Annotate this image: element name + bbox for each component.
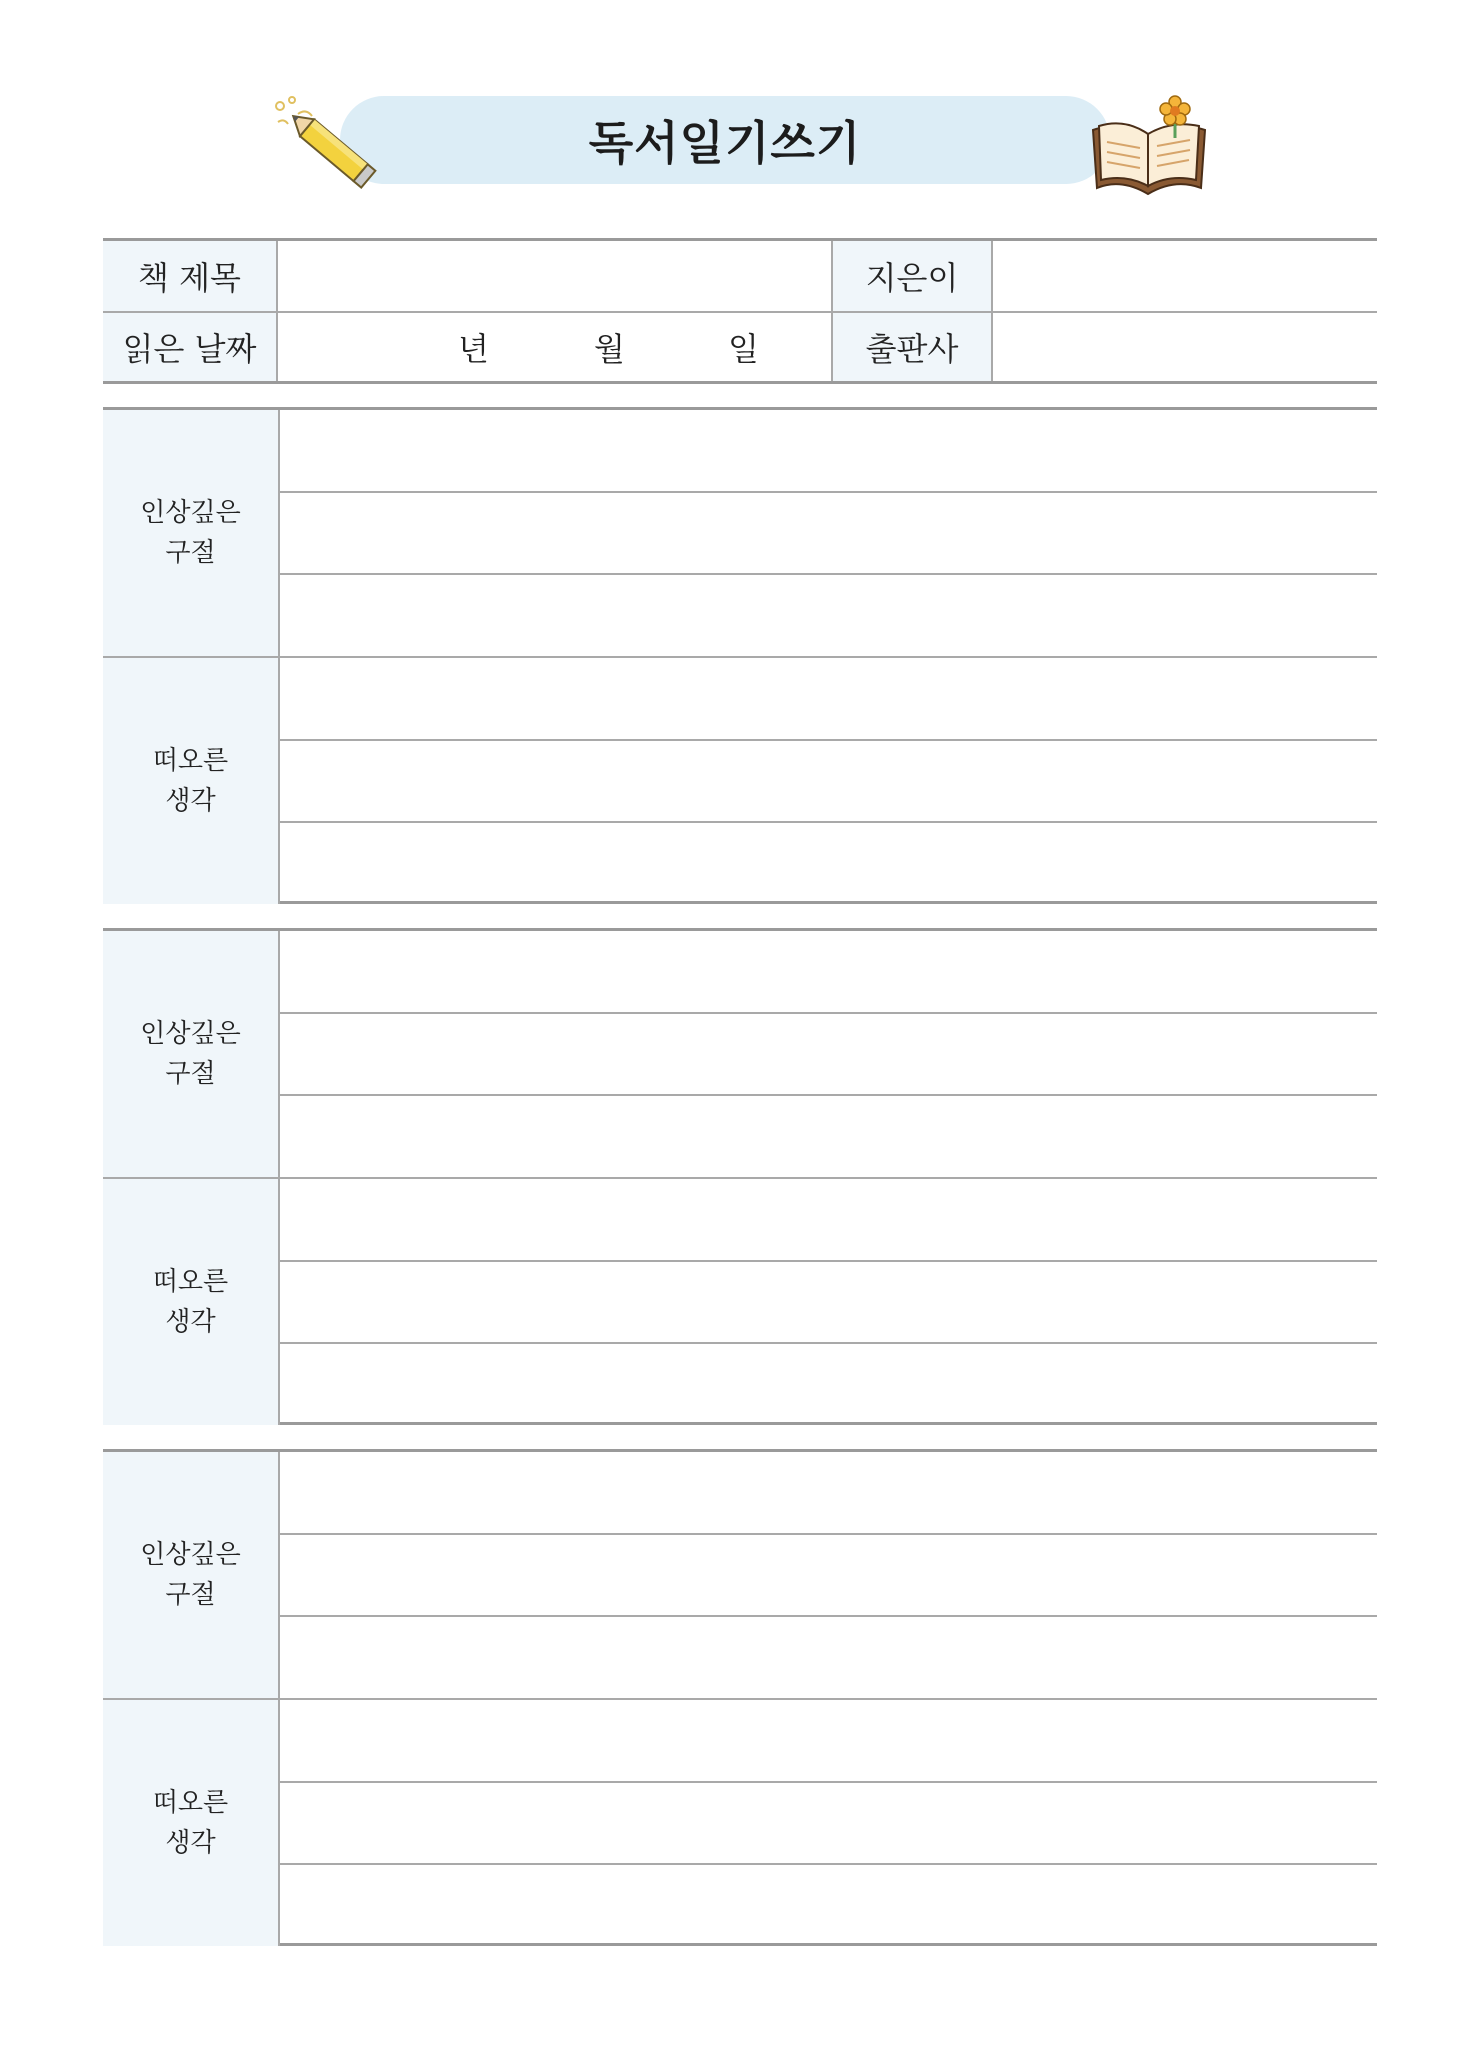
quote-block <box>103 1452 1377 1698</box>
quote-lines <box>280 931 1377 1177</box>
quote-block <box>103 410 1377 656</box>
journal-section <box>103 928 1377 1425</box>
book-info-table <box>103 238 1377 384</box>
journal-section <box>103 407 1377 904</box>
writing-line[interactable] <box>280 1615 1377 1698</box>
thought-block <box>103 1177 1377 1425</box>
thought-label-line2: 생각 <box>165 786 216 816</box>
quote-label-line1: 인상깊은 <box>140 498 241 528</box>
writing-line[interactable] <box>280 1452 1377 1533</box>
writing-line[interactable] <box>280 491 1377 574</box>
quote-label-line1: 인상깊은 <box>140 1540 241 1570</box>
thought-label <box>103 1700 280 1946</box>
writing-line[interactable] <box>280 739 1377 822</box>
writing-line[interactable] <box>280 1094 1377 1177</box>
writing-line[interactable] <box>280 1863 1377 1946</box>
writing-line[interactable] <box>280 1533 1377 1616</box>
book-title-label: 책 제목 <box>103 241 278 311</box>
thought-label-line2: 생각 <box>165 1828 216 1858</box>
book-info-row-date <box>103 311 1377 381</box>
publisher-label: 출판사 <box>833 313 993 381</box>
thought-label <box>103 658 280 904</box>
open-book-icon <box>1085 90 1215 200</box>
writing-line[interactable] <box>280 821 1377 904</box>
quote-label <box>103 931 280 1177</box>
writing-line[interactable] <box>280 931 1377 1012</box>
quote-label-line2: 구절 <box>165 1580 216 1610</box>
thought-lines <box>280 1700 1377 1946</box>
month-label: 월 <box>594 330 625 368</box>
thought-label <box>103 1179 280 1425</box>
author-field[interactable] <box>993 241 1377 311</box>
thought-label-line1: 떠오른 <box>152 1788 229 1818</box>
writing-line[interactable] <box>280 1012 1377 1095</box>
writing-line[interactable] <box>280 1700 1377 1781</box>
writing-line[interactable] <box>280 410 1377 491</box>
quote-label-line2: 구절 <box>165 538 216 568</box>
thought-label-line1: 떠오른 <box>152 746 229 776</box>
writing-line[interactable] <box>280 1260 1377 1343</box>
quote-block <box>103 931 1377 1177</box>
quote-lines <box>280 1452 1377 1698</box>
quote-label <box>103 410 280 656</box>
thought-block <box>103 656 1377 904</box>
day-label: 일 <box>728 330 759 368</box>
writing-line[interactable] <box>280 573 1377 656</box>
pencil-icon <box>270 92 390 197</box>
quote-lines <box>280 410 1377 656</box>
writing-line[interactable] <box>280 1781 1377 1864</box>
writing-line[interactable] <box>280 1179 1377 1260</box>
thought-label-line1: 떠오른 <box>152 1267 229 1297</box>
year-label: 년 <box>458 330 489 368</box>
book-info-row-title <box>103 241 1377 311</box>
quote-label <box>103 1452 280 1698</box>
book-title-field[interactable] <box>278 241 833 311</box>
thought-block <box>103 1698 1377 1946</box>
writing-line[interactable] <box>280 658 1377 739</box>
quote-label-line2: 구절 <box>165 1059 216 1089</box>
thought-lines <box>280 1179 1377 1425</box>
thought-lines <box>280 658 1377 904</box>
author-label: 지은이 <box>833 241 993 311</box>
quote-label-line1: 인상깊은 <box>140 1019 241 1049</box>
journal-section <box>103 1449 1377 1946</box>
read-date-label: 읽은 날짜 <box>103 313 278 381</box>
read-date-field[interactable] <box>278 313 833 381</box>
page-title: 독서일기쓰기 <box>588 116 862 170</box>
thought-label-line2: 생각 <box>165 1307 216 1337</box>
publisher-field[interactable] <box>993 313 1377 381</box>
writing-line[interactable] <box>280 1342 1377 1425</box>
